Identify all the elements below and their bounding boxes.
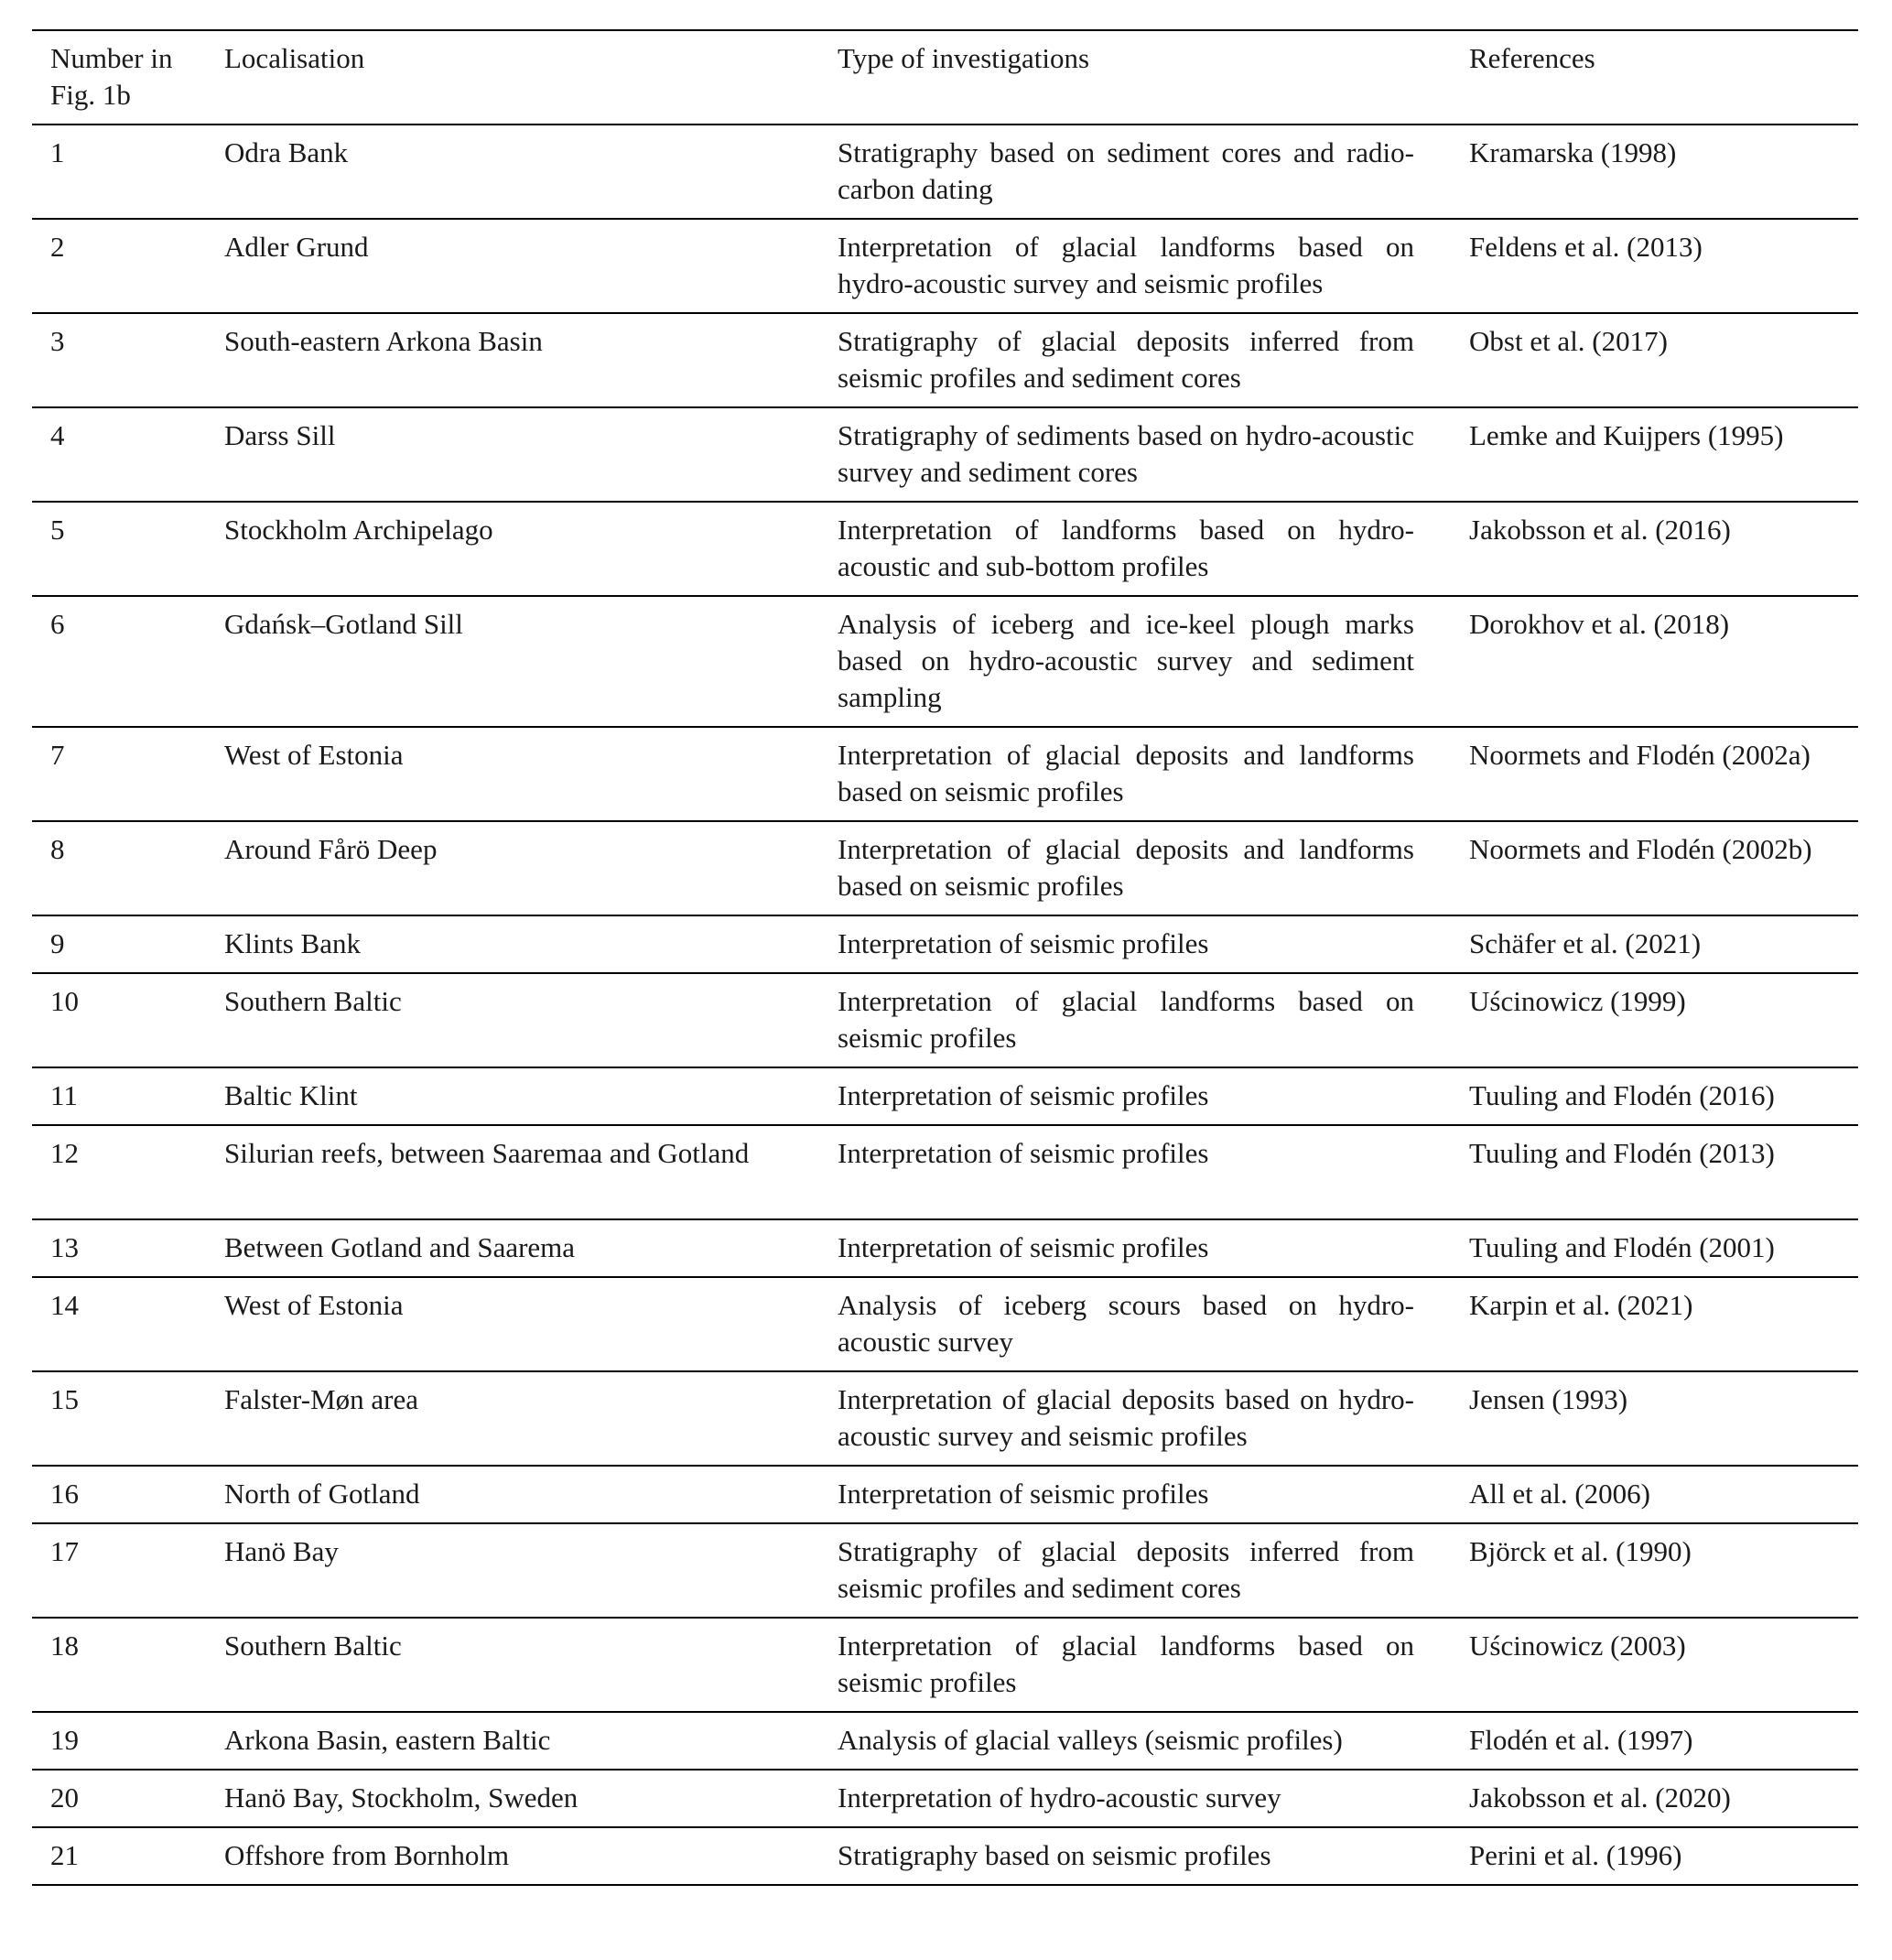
cell-references: Tuuling and Flodén (2013) [1469,1137,1775,1169]
table-row [32,407,1858,502]
table-row [32,125,1858,219]
cell-localisation: West of Estonia [224,739,404,771]
cell-type-of-investigations: Interpretation of glacial deposits and landforms based on seismic profiles [838,739,1414,807]
table-row [32,1712,1858,1770]
cell-references: All et al. (2006) [1469,1478,1651,1510]
cell-number: 20 [50,1781,79,1814]
cell-type-of-investigations: Interpretation of seismic profiles [838,927,1209,959]
cell-number: 12 [50,1137,79,1169]
cell-type-of-investigations: Interpretation of seismic profiles [838,1137,1209,1169]
cell-type-of-investigations: Interpretation of glacial deposits and landforms based on seismic profiles [838,833,1414,902]
table-row [32,1277,1858,1371]
cell-localisation: Offshore from Bornholm [224,1839,510,1871]
cell-type-of-investigations: Stratigraphy based on seismic profiles [838,1839,1271,1871]
cell-localisation: Southern Baltic [224,1630,402,1662]
table-row [32,1827,1858,1885]
table-row [32,1371,1858,1466]
header-references: References [1469,42,1595,74]
cell-type-of-investigations: Interpretation of glacial deposits based on hydro-acoustic survey and seismic profiles [838,1383,1414,1452]
table-row [32,502,1858,596]
table-row [32,1219,1858,1277]
cell-type-of-investigations: Analysis of glacial valleys (seismic profiles) [838,1724,1343,1756]
table-row [32,1770,1858,1827]
header-localisation: Localisation [224,42,365,74]
cell-number: 14 [50,1289,79,1321]
cell-number: 1 [50,136,65,168]
cell-number: 7 [50,739,65,771]
cell-localisation: West of Estonia [224,1289,404,1321]
table-row [32,1618,1858,1712]
table-row [32,1466,1858,1523]
cell-references: Karpin et al. (2021) [1469,1289,1693,1321]
table-row [32,1067,1858,1125]
cell-localisation: Falster-Møn area [224,1383,418,1415]
cell-references: Uścinowicz (2003) [1469,1630,1686,1662]
cell-type-of-investigations: Interpretation of glacial landforms based on seismic profiles [838,1630,1414,1698]
cell-references: Uścinowicz (1999) [1469,985,1686,1017]
cell-localisation: Darss Sill [224,419,336,451]
table-header [32,30,1858,125]
cell-number: 4 [50,419,65,451]
cell-references: Jakobsson et al. (2020) [1469,1781,1731,1814]
cell-type-of-investigations: Analysis of iceberg scours based on hydro-acoustic survey [838,1289,1414,1358]
cell-references: Flodén et al. (1997) [1469,1724,1693,1756]
cell-type-of-investigations: Interpretation of landforms based on hydro-acoustic and sub-bottom profiles [838,514,1414,582]
cell-references: Björck et al. (1990) [1469,1535,1692,1567]
cell-references: Jakobsson et al. (2016) [1469,514,1731,546]
table-row [32,1523,1858,1618]
cell-number: 17 [50,1535,79,1567]
header-row [32,30,1858,125]
table-row [32,915,1858,973]
cell-number: 21 [50,1839,79,1871]
table-row [32,821,1858,915]
cell-type-of-investigations: Interpretation of seismic profiles [838,1478,1209,1510]
cell-localisation: Silurian reefs, between Saaremaa and Gotland [224,1137,750,1169]
cell-type-of-investigations: Interpretation of glacial landforms based on seismic profiles [838,985,1414,1054]
table-row [32,727,1858,821]
cell-references: Noormets and Flodén (2002a) [1469,739,1811,771]
header-number: Number in Fig. 1b [50,42,173,111]
cell-type-of-investigations: Stratigraphy of sediments based on hydro-acoustic survey and sediment cores [838,419,1414,488]
cell-number: 3 [50,325,65,357]
cell-localisation: Between Gotland and Saarema [224,1231,576,1263]
cell-localisation: Hanö Bay, Stockholm, Sweden [224,1781,578,1814]
table-row [32,973,1858,1067]
cell-number: 6 [50,608,65,640]
table-row [32,219,1858,313]
cell-number: 18 [50,1630,79,1662]
header-type-of-investigations: Type of investigations [838,42,1090,74]
investigations-table-container [32,29,1858,1886]
cell-number: 2 [50,231,65,263]
cell-number: 9 [50,927,65,959]
cell-references: Obst et al. (2017) [1469,325,1668,357]
cell-localisation: Hanö Bay [224,1535,339,1567]
cell-number: 10 [50,985,79,1017]
cell-localisation: Gdańsk–Gotland Sill [224,608,463,640]
cell-number: 5 [50,514,65,546]
cell-localisation: Adler Grund [224,231,369,263]
investigations-table [32,29,1858,1886]
cell-number: 16 [50,1478,79,1510]
cell-references: Perini et al. (1996) [1469,1839,1682,1871]
cell-type-of-investigations: Interpretation of seismic profiles [838,1079,1209,1111]
cell-references: Tuuling and Flodén (2001) [1469,1231,1775,1263]
cell-references: Noormets and Flodén (2002b) [1469,833,1812,865]
cell-localisation: Southern Baltic [224,985,402,1017]
cell-localisation: Stockholm Archipelago [224,514,493,546]
cell-references: Lemke and Kuijpers (1995) [1469,419,1784,451]
cell-localisation: Baltic Klint [224,1079,358,1111]
cell-type-of-investigations: Stratigraphy of glacial deposits inferred from seismic profiles and sediment cores [838,1535,1414,1604]
cell-number: 19 [50,1724,79,1756]
cell-references: Schäfer et al. (2021) [1469,927,1702,959]
cell-type-of-investigations: Stratigraphy based on sediment cores and radio-carbon dating [838,136,1414,205]
cell-references: Kramarska (1998) [1469,136,1677,168]
cell-localisation: Odra Bank [224,136,349,168]
table-row [32,596,1858,727]
cell-number: 8 [50,833,65,865]
cell-number: 11 [50,1079,78,1111]
cell-references: Jensen (1993) [1469,1383,1628,1415]
cell-references: Tuuling and Flodén (2016) [1469,1079,1775,1111]
cell-number: 13 [50,1231,79,1263]
cell-localisation: North of Gotland [224,1478,420,1510]
cell-type-of-investigations: Stratigraphy of glacial deposits inferred from seismic profiles and sediment cores [838,325,1414,394]
table-body [32,125,1858,1885]
cell-localisation: South-eastern Arkona Basin [224,325,543,357]
cell-type-of-investigations: Interpretation of glacial landforms based on hydro-acoustic survey and seismic profiles [838,231,1414,299]
cell-localisation: Around Fårö Deep [224,833,438,865]
cell-number: 15 [50,1383,79,1415]
cell-references: Dorokhov et al. (2018) [1469,608,1730,640]
cell-type-of-investigations: Analysis of iceberg and ice-keel plough marks based on hydro-acoustic survey and sediment sampling [838,608,1414,713]
cell-type-of-investigations: Interpretation of seismic profiles [838,1231,1209,1263]
cell-localisation: Klints Bank [224,927,361,959]
table-row [32,1125,1858,1219]
cell-references: Feldens et al. (2013) [1469,231,1703,263]
table-row [32,313,1858,407]
cell-type-of-investigations: Interpretation of hydro-acoustic survey [838,1781,1281,1814]
cell-localisation: Arkona Basin, eastern Baltic [224,1724,551,1756]
